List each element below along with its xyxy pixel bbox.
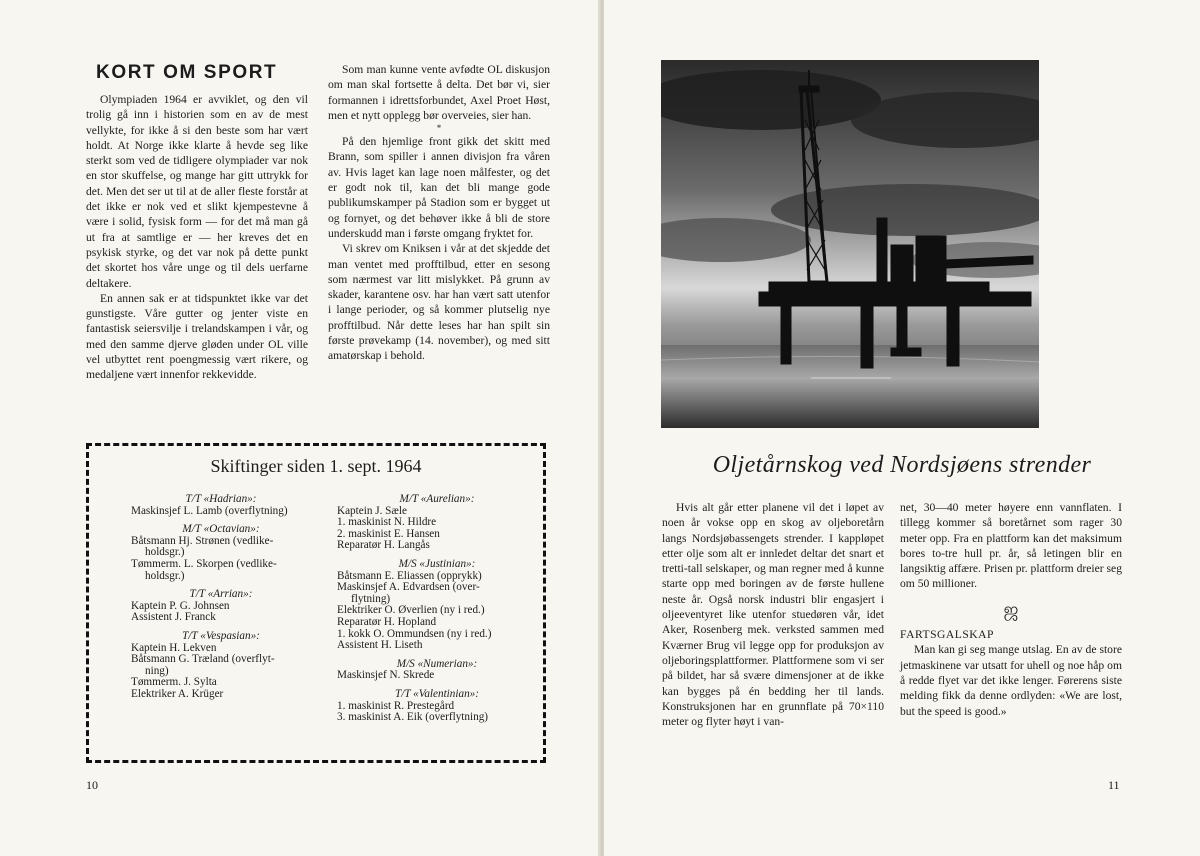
crew-changes-title: Skiftinger siden 1. sept. 1964 [210,456,422,476]
crew-change-entry: 1. maskinist N. Hildre [337,516,437,529]
ornament-icon: ஜ [1003,598,1019,619]
ship-name: M/S «Numerian»: [396,657,478,670]
ship-name: T/T «Arrian»: [189,588,253,601]
crew-change-entry: flytning) [351,592,391,605]
crew-change-entry: ning) [145,664,169,677]
ship-name: T/T «Vespasian»: [182,629,260,642]
sport-paragraph: På den hjemlige front gikk det skitt med Brann, som spiller i annen divisjon fra våren av. Hvis laget kan lage noen målfester, og det er godt nok til, kan det bli mange gode publikumskamper på Stadion som er bygget ut og fornyet, og det behøver ikke å bli de store underskudd man i første omgang fryktet for. [328,135,550,240]
fartsgalskap-paragraph: Man kan gi seg mange utslag. En av de store jetmaskinene var utsatt for uhell og noe håp om å redde flyet var det ikke lenger. Førerens siste melding fikk da denne ordlyden: «We are lost, but the speed is good.» [900,643,1122,718]
crew-change-entry: Elektriker O. Øverlien (ny i red.) [337,604,485,617]
section-separator: * [436,123,442,134]
crew-change-entry: Kaptein H. Lekven [131,641,217,654]
ship-name: M/S «Justinian»: [398,557,476,570]
sport-paragraph: Som man kunne vente avfødte OL diskusjon om man skal fortsette å delta. Det bør vi, sier formannen i idrettsforbundet, Axel Proet Høst, men et nytt opplegg bør overveies, sier han. [328,63,550,122]
ship-name: T/T «Valentinian»: [394,687,480,700]
crew-change-entry: Tømmerm. L. Skorpen (vedlike- [131,557,277,570]
sport-paragraph: En annen sak er at tidspunktet ikke var det gunstigste. Våre gutter og jenter viste en fantastisk seiersvilje i trelandskampen i vår, og med den samme djerve gløden under OL ville vel utbyttet rent poengmessig vært rikere, og medaljene vært innenfor rekkevidde. [86,291,308,382]
crew-change-entry: Maskinsjef A. Edvardsen (over- [337,581,480,594]
crew-change-entry: Reparatør H. Hopland [337,615,437,628]
oil-column-1 [662,500,884,729]
crew-change-entry: Kaptein J. Sæle [337,504,407,517]
crew-change-entry: Båtsmann G. Træland (overflyt- [131,653,275,666]
sport-column-2 [328,62,550,364]
crew-change-entry: 1. maskinist R. Prestegård [337,699,455,712]
crew-change-entry: Båtsmann E. Eliassen (opprykk) [337,569,482,582]
ship-name: M/T «Aurelian»: [399,493,475,505]
page-number: 11 [1108,778,1120,792]
crew-change-entry: Elektriker A. Krüger [131,687,224,700]
fartsgalskap-heading: FARTSGALSKAP [900,628,994,642]
crew-change-entry: Tømmerm. J. Sylta [131,676,217,689]
sport-column-1 [86,92,308,383]
crew-changes-right-column [337,494,537,724]
crew-changes-box [86,443,546,763]
oil-paragraph: Hvis alt går etter planene vil det i løpet av noen år vokse opp en skog av oljeboretårn langs Nordsjøbassengets strender. I kappløpet etter olje som alt er innledet deltar det snart et tretti-tall selskaper, og man regner med å kunne starte opp med boringen av de første hullene neste år. Også norsk industri blir engasjert i oljeeventyret like utenfor stuedøren vår, idet Aker, Rosenberg mek. verksted sammen med Kværner Brug vil legge opp for produksjon av oljeboringsplattformer. Plattformene som vi ser på bildet, har så svære dimensjoner at de ikke kan bygges på én bedding her til lands. Konstruksjonen har en grunnflate på 70×110 meter og flyter høyt i van- [662,501,884,729]
ship-name: T/T «Hadrian»: [185,493,257,505]
crew-change-entry: 3. maskinist A. Eik (overflytning) [337,711,489,724]
crew-changes-left-column [131,494,311,701]
crew-change-entry: Reparatør H. Langås [337,539,430,552]
crew-change-entry: holdsgr.) [145,569,185,582]
oil-article-title: Oljetårnskog ved Nordsjøens strender [712,452,1092,478]
ship-name: M/T «Octavian»: [182,523,260,536]
crew-change-entry: Båtsmann Hj. Strønen (vedlike- [131,534,274,547]
page-number: 10 [86,778,98,792]
crew-change-entry: Maskinsjef L. Lamb (overflytning) [131,504,288,517]
crew-change-entry: Maskinsjef N. Skrede [337,669,435,682]
sport-paragraph: Vi skrev om Kniksen i vår at det skjedde det man ventet med profftilbud, etter en sesong som nærmest var litt mislykket. På grunn av skader, karantene osv. har han vært satt utenfor i lange perioder, og så kommer plutselig nye profftilbud. Når dette leses har han spilt sin første prøvekamp (14. november), og med sitt amatørskap i behold. [328,242,550,363]
crew-change-entry: 1. kokk O. Ommundsen (ny i red.) [337,627,492,640]
sport-paragraph: Olympiaden 1964 er avviklet, og den vil trolig gå inn i historien som en av de mest vellykte, for ikke å si den beste som har vært holdt. At Norge ikke klarte å hevde seg like sterkt som ved de tidligere olympiader var nok en stor skuffelse, og mange har gitt uttrykk for det. Men det ser ut til at de aller fleste forstår at det ikke er nok ved et slikt kjempestevne å være i solid, fysisk form — for det må man gå ut fra at samtlige er — her kreves det en psykisk styrke, og det var nok på dette punkt det skortet hos våre unge og til dels uerfarne deltakere. [86,93,308,290]
crew-change-entry: holdsgr.) [145,546,185,559]
oil-platform-photo [661,60,1039,428]
oil-column-2 [900,500,1122,719]
oil-paragraph: net, 30—40 meter høyere enn vannflaten. I tillegg kommer så boretårnet som rager 30 meter opp. Fra en plattform kan det maksimum bores to-tre hull pr. år, så letingen blir en langsiktig affære. Prisen pr. plattform dreier seg om 50 millioner. [900,501,1122,591]
sport-heading: KORT OM SPORT [96,62,278,83]
crew-change-entry: Assistent H. Liseth [337,639,423,652]
crew-change-entry: 2. maskinist E. Hansen [337,527,440,540]
crew-change-entry: Assistent J. Franck [131,611,216,624]
crew-change-entry: Kaptein P. G. Johnsen [131,599,230,612]
